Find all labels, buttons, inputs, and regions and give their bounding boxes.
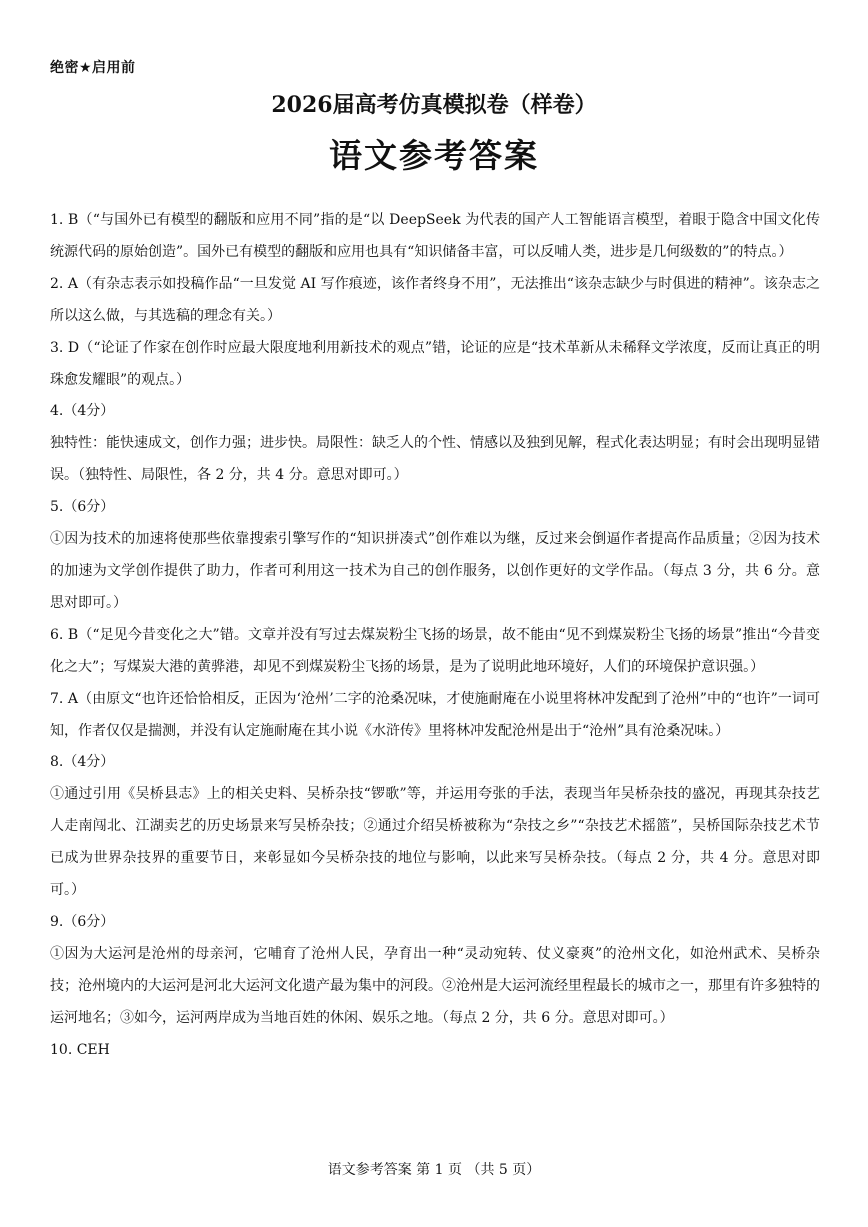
answer-5-heading: 5.（6分） (50, 499, 115, 516)
answer-7: 7. A（由原文“也许还恰恰相反，正因为‘沧州’二字的沧桑况味，才使施耐庵在小说里将林冲发配到了沧州”中的“也许”一词可知，作者仅仅是揣测，并没有认定施耐庵在其小说《水浒传》里将林冲发配沧州是出于“沧州”具有沧桑况味。） (50, 690, 820, 739)
exam-title: 2026届高考仿真模拟卷（样卷） (271, 92, 597, 118)
page-footer: 语文参考答案 第 1 页 （共 5 页） (327, 1162, 541, 1178)
answer-2: 2. A（有杂志表示如投稿作品“一旦发觉 AI 写作痕迹，该作者终身不用”，无法推出“该杂志缺少与时俱进的精神”。该杂志之所以这么做，与其选稿的理念有关。） (50, 275, 820, 324)
answer-6: 6. B（“足见今昔变化之大”错。文章并没有写过去煤炭粉尘飞扬的场景，故不能由“见不到煤炭粉尘飞扬的场景”推出“今昔变化之大”；写煤炭大港的黄骅港，却见不到煤炭粉尘飞扬的场景，是为了说明此地环境好，人们的环境保护意识强。） (50, 626, 820, 675)
answer-9-body: ①因为大运河是沧州的母亲河，它哺育了沧州人民，孕育出一种“灵动宛转、仗义豪爽”的沧州文化，如沧州武术、吴桥杂技；沧州境内的大运河是河北大运河文化遗产最为集中的河段。②沧州是大运河流经里程最长的城市之一，那里有许多独特的运河地名；③如今，运河两岸成为当地百姓的休闲、娱乐之地。（每点 2 分，共 6 分。意思对即可。） (50, 945, 820, 1026)
answer-3: 3. D（“论证了作家在创作时应最大限度地利用新技术的观点”错，论证的应是“技术革新从未稀释文学浓度，反而让真正的明珠愈发耀眼”的观点。） (50, 339, 820, 388)
page-title: 语文参考答案 (329, 136, 539, 175)
answer-list (50, 205, 820, 1066)
answer-10: 10. CEH (50, 1041, 110, 1058)
answer-9-heading: 9.（6分） (50, 913, 115, 930)
answer-8-heading: 8.（4分） (50, 754, 115, 771)
answer-5-body: ①因为技术的加速将使那些依靠搜索引擎写作的“知识拼凑式”创作难以为继，反过来会倒逼作者提高作品质量；②因为技术的加速为文学创作提供了助力，作者可利用这一技术为自己的创作服务，以创作更好的文学作品。（每点 3 分，共 6 分。意思对即可。） (50, 531, 820, 611)
answer-8-body: ①通过引用《吴桥县志》上的相关史料、吴桥杂技“锣歌”等，并运用夸张的手法，表现当年吴桥杂技的盛况，再现其杂技艺人走南闯北、江湖卖艺的历史场景来写吴桥杂技；②通过介绍吴桥被称为“杂技之乡”“杂技艺术摇篮”，吴桥国际杂技艺术节已成为世界杂技界的重要节日，来彰显如今吴桥杂技的地位与影响，以此来写吴桥杂技。（每点 2 分，共 4 分。意思对即可。） (50, 786, 820, 899)
answer-4-body: 独特性：能快速成文，创作力强；进步快。局限性：缺乏人的个性、情感以及独到见解，程式化表达明显；有时会出现明显错误。（独特性、局限性，各 2 分，共 4 分。意思对即可。） (50, 435, 820, 484)
answer-1: 1. B（“与国外已有模型的翻版和应用不同”指的是“以 DeepSeek 为代表的国产人工智能语言模型，着眼于隐含中国文化传统源代码的原始创造”。国外已有模型的翻版和应用也具有“知识储备丰富，可以反哺人类，进步是几何级数的”的特点。） (50, 212, 820, 260)
confidential-mark: 绝密★启用前 (50, 60, 136, 76)
answer-4-heading: 4.（4分） (50, 403, 115, 420)
